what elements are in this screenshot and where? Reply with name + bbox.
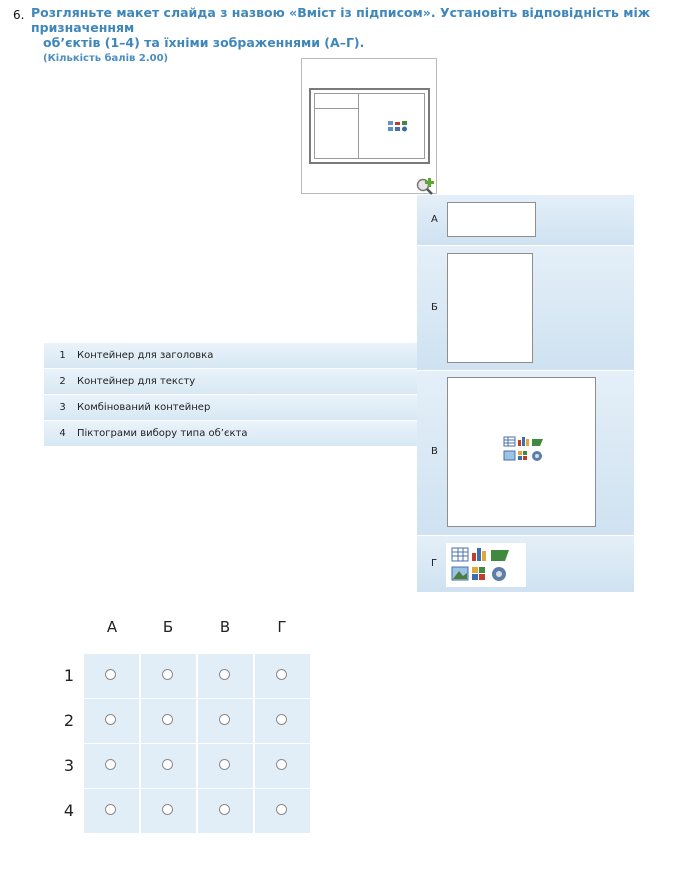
matching-options-panel [417, 195, 634, 592]
question-number: 6. [13, 8, 25, 22]
question-text-line2: об’єктів (1–4) та їхніми зображеннями (А–Г). [43, 35, 365, 50]
preview-divider-vertical [358, 94, 359, 158]
radio-3-a[interactable] [105, 759, 116, 770]
radio-3-g[interactable] [276, 759, 287, 770]
list-item-3[interactable] [44, 395, 417, 420]
object-type-icons-large [451, 547, 513, 583]
item-number: 3 [59, 402, 66, 413]
grid-cell-3-g [255, 744, 310, 788]
option-letter: А [431, 214, 438, 225]
object-type-icons [503, 436, 545, 464]
option-g-image [446, 543, 526, 587]
preview-slide [309, 88, 430, 164]
question-text-line1: Розгляньте макет слайда з назвою «Вміст із підписом». Установіть відповідність між призначенням [31, 5, 651, 35]
option-a-image [447, 202, 536, 237]
row-header-4: 4 [63, 801, 75, 820]
item-number: 1 [59, 350, 66, 361]
row-header-2: 2 [63, 711, 75, 730]
radio-1-a[interactable] [105, 669, 116, 680]
item-label: Контейнер для тексту [77, 376, 196, 387]
radio-2-v[interactable] [219, 714, 230, 725]
grid-cell-2-a [84, 699, 139, 743]
item-label: Контейнер для заголовка [77, 350, 214, 361]
grid-cell-2-g [255, 699, 310, 743]
radio-2-b[interactable] [162, 714, 173, 725]
radio-4-b[interactable] [162, 804, 173, 815]
grid-cell-2-b [141, 699, 196, 743]
item-number: 4 [59, 428, 66, 439]
grid-cell-4-a [84, 789, 139, 833]
row-header-3: 3 [63, 756, 75, 775]
preview-divider-horizontal [315, 108, 358, 109]
grid-cell-3-v [198, 744, 253, 788]
radio-3-v[interactable] [219, 759, 230, 770]
option-letter: В [431, 446, 438, 457]
radio-1-v[interactable] [219, 669, 230, 680]
option-b[interactable] [417, 246, 634, 370]
radio-4-g[interactable] [276, 804, 287, 815]
option-letter: Г [431, 558, 438, 569]
option-v[interactable] [417, 371, 634, 535]
slide-layout-preview[interactable] [301, 58, 437, 194]
item-label: Комбінований контейнер [77, 402, 211, 413]
radio-4-v[interactable] [219, 804, 230, 815]
option-v-image [447, 377, 596, 527]
option-g[interactable] [417, 536, 634, 592]
list-item-2[interactable] [44, 369, 417, 394]
option-letter: Б [431, 302, 438, 313]
column-header-a: А [106, 618, 118, 636]
radio-2-a[interactable] [105, 714, 116, 725]
grid-cell-4-g [255, 789, 310, 833]
radio-4-a[interactable] [105, 804, 116, 815]
grid-cell-1-a [84, 654, 139, 698]
radio-3-b[interactable] [162, 759, 173, 770]
grid-cell-2-v [198, 699, 253, 743]
radio-1-g[interactable] [276, 669, 287, 680]
grid-cell-3-a [84, 744, 139, 788]
grid-cell-3-b [141, 744, 196, 788]
option-a[interactable] [417, 195, 634, 245]
option-b-image [447, 253, 533, 363]
question-points: (Кількість балів 2.00) [43, 53, 169, 64]
grid-cell-4-v [198, 789, 253, 833]
row-header-1: 1 [63, 666, 75, 685]
grid-cell-1-b [141, 654, 196, 698]
matching-items-list [44, 343, 417, 447]
radio-1-b[interactable] [162, 669, 173, 680]
list-item-4[interactable] [44, 421, 417, 446]
item-number: 2 [59, 376, 66, 387]
item-label: Піктограми вибору типа об’єкта [77, 428, 248, 439]
column-header-g: Г [277, 618, 287, 636]
grid-cell-1-g [255, 654, 310, 698]
preview-frame [314, 93, 425, 159]
grid-cell-1-v [198, 654, 253, 698]
radio-2-g[interactable] [276, 714, 287, 725]
column-header-v: В [219, 618, 231, 636]
preview-object-icons [388, 121, 408, 133]
question-text [31, 5, 681, 66]
grid-cell-4-b [141, 789, 196, 833]
zoom-icon[interactable] [415, 177, 437, 197]
list-item-1[interactable] [44, 343, 417, 368]
column-header-b: Б [162, 618, 174, 636]
